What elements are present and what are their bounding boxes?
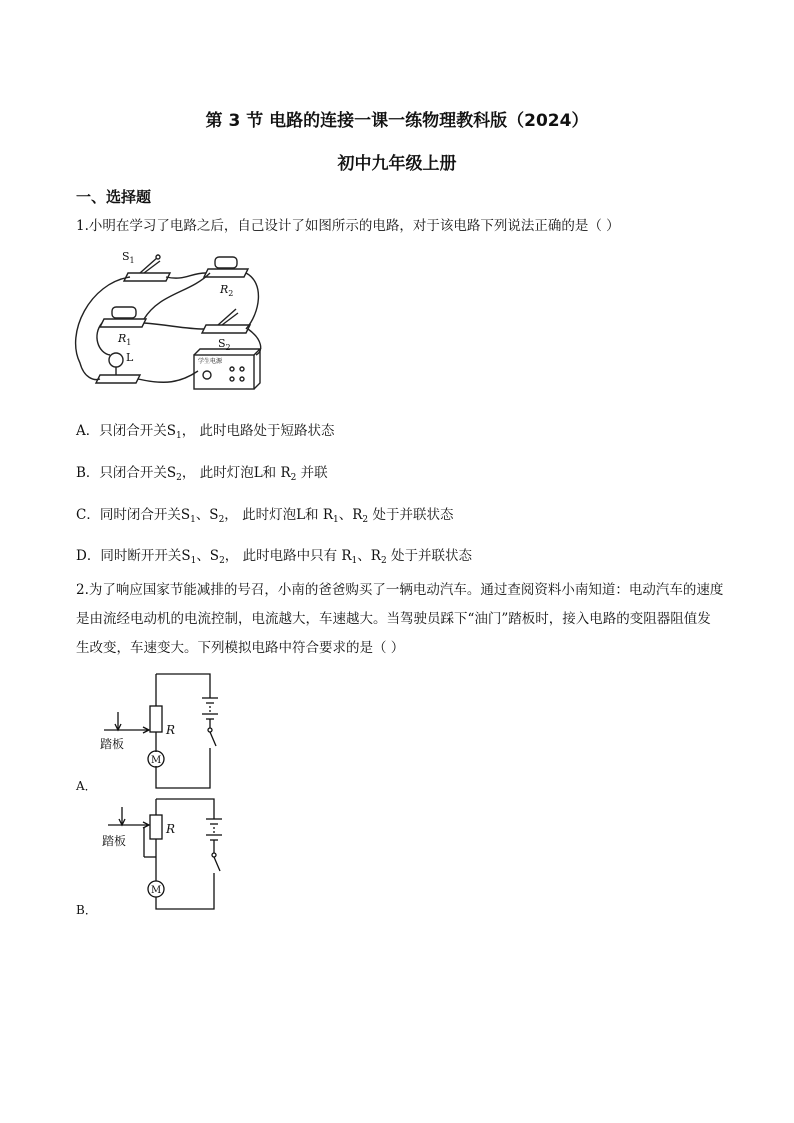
rheostat-body	[150, 815, 162, 839]
page-title: 第 3 节 电路的连接一课一练物理教科版（2024）	[205, 111, 589, 131]
question-2-option-b-circuit	[100, 797, 240, 922]
pedal-label: 踏板	[102, 834, 127, 848]
label-s2: S	[218, 337, 226, 350]
question-1-option-c[interactable]: C．同时闭合开关$S_1$、$S_2$， 此时灯泡L和 $R_1$、$R_2$ 处于并联状态	[76, 507, 454, 525]
pedal-label: 踏板	[100, 737, 125, 751]
label-lamp: L	[126, 351, 134, 364]
question-1-option-a[interactable]: A．只闭合开关$S_1$， 此时电路处于短路状态	[76, 423, 335, 441]
resistor-label: R	[166, 723, 176, 737]
resistor-r2-body	[215, 257, 237, 268]
wire	[97, 323, 110, 355]
section-heading: 一、选择题	[76, 188, 152, 206]
switch-s2-base	[202, 325, 250, 333]
switch-blade	[214, 857, 220, 871]
question-2-option-a[interactable]: A．	[76, 779, 97, 793]
svg-text:S1: $S_1$	[122, 250, 135, 265]
page-subtitle: 初中九年级上册	[337, 154, 457, 174]
motor-label: M	[151, 885, 162, 896]
question-1-circuit-figure	[70, 243, 270, 393]
question-1-option-d[interactable]: D．同时断开开关$S_1$、$S_2$， 此时电路中只有 $R_1$、$R_2$ 处于并联状态	[76, 548, 472, 566]
question-2-option-b[interactable]: B．	[76, 903, 97, 917]
question-2-option-a-circuit	[100, 668, 240, 793]
wire	[156, 674, 210, 698]
wire	[166, 273, 206, 278]
label-power-box: 学生电源	[198, 358, 223, 365]
label-s1: S	[122, 250, 130, 263]
lamp-base	[96, 375, 140, 383]
lamp-bulb	[109, 353, 123, 367]
wire	[138, 371, 198, 382]
question-1-option-b[interactable]: B．只闭合开关$S_2$， 此时灯泡L和 $R_2$ 并联	[76, 465, 328, 483]
rheostat-body	[150, 706, 162, 732]
question-1-stem: 1.小明在学习了电路之后，自己设计了如图所示的电路，对于该电路下列说法正确的是（ ）	[76, 218, 620, 234]
motor-label: M	[151, 755, 162, 766]
svg-text:S2: $S_2$	[218, 337, 231, 352]
wire	[156, 748, 210, 788]
switch-s1-base	[124, 273, 170, 281]
question-2-stem: 2.为了响应国家节能减排的号召，小南的爸爸购买了一辆电动汽车。通过查阅资料小南知道：电动汽车的速度是由流经电动机的电流控制，电流越大，车速越大。当驾驶员踩下“油门”踏板时，接入电路的变阻器阻值发生改变，车速变大。下列模拟电路中符合要求的是（ ）	[76, 582, 724, 656]
wire	[144, 273, 210, 319]
wire	[144, 323, 204, 329]
wire	[156, 799, 214, 819]
resistor-r2-base	[204, 269, 248, 277]
resistor-r1-body	[112, 307, 136, 318]
svg-text:R1: $R_1$	[118, 332, 132, 347]
resistor-label: R	[166, 822, 176, 836]
svg-text:R2: $R_2$	[220, 283, 234, 298]
switch-blade	[210, 732, 216, 746]
resistor-r1-base	[100, 319, 146, 327]
wire	[156, 873, 214, 909]
label-r1: R	[118, 332, 127, 345]
wire	[246, 273, 258, 329]
label-r2: R	[220, 283, 229, 296]
